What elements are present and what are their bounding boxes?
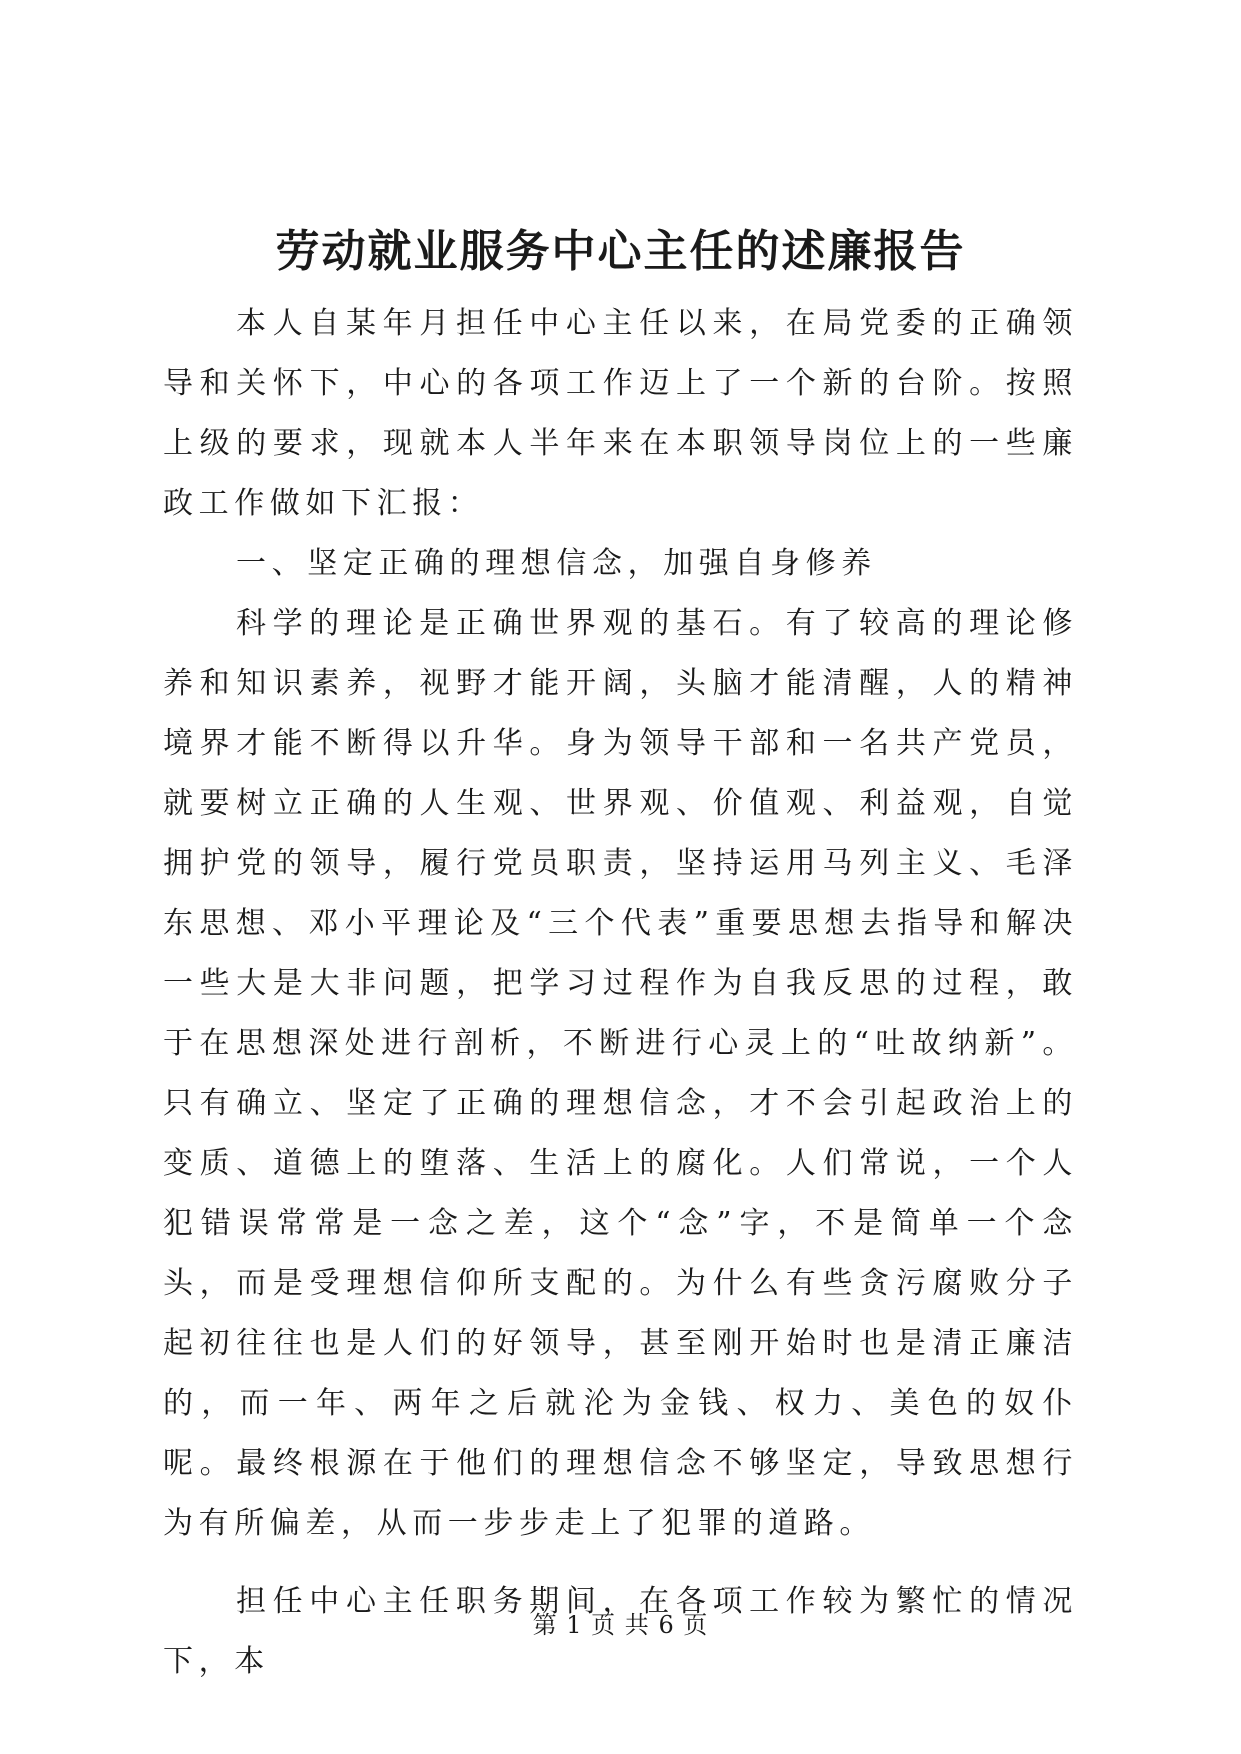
document-title: 劳动就业服务中心主任的述廉报告: [275, 226, 966, 277]
section-heading: 一、坚定正确的理想信念，加强自身修养: [236, 546, 877, 581]
body-paragraph: 科学的理论是正确世界观的基石。有了较高的理论修养和知识素养，视野才能开阔，头脑才能清醒，人的精神境界才能不断得以升华。身为领导干部和一名共产党员，就要树立正确的人生观、世界观、价值观、利益观，自觉拥护党的领导，履行党员职责，坚持运用马列主义、毛泽东思想、邓小平理论及“三个代表”重要思想去指导和解决一些大是大非问题，把学习过程作为自我反思的过程，敢于在思想深处进行剖析，不断进行心灵上的“吐故纳新”。只有确立、坚定了正确的理想信念，才不会引起政治上的变质、道德上的堕落、生活上的腐化。人们常说，一个人犯错误常常是一念之差，这个“念”字，不是简单一个念头，而是受理想信仰所支配的。为什么有些贪污腐败分子起初往往也是人们的好领导，甚至刚开始时也是清正廉洁的，而一年、两年之后就沦为金钱、权力、美色的奴仆呢。最终根源在于他们的理想信念不够坚定，导致思想行为有所偏差，从而一步步走上了犯罪的道路。: [163, 606, 1078, 1541]
page-number-footer: 第 1 页 共 6 页: [532, 1611, 709, 1639]
intro-paragraph: 本人自某年月担任中心主任以来，在局党委的正确领导和关怀下，中心的各项工作迈上了一个新的台阶。按照上级的要求，现就本人半年来在本职领导岗位上的一些廉政工作做如下汇报：: [163, 306, 1078, 521]
document-body: [163, 294, 1078, 1692]
body-paragraph-continued: 担任中心主任职务期间，在各项工作较为繁忙的情况下，本: [163, 1584, 1078, 1679]
